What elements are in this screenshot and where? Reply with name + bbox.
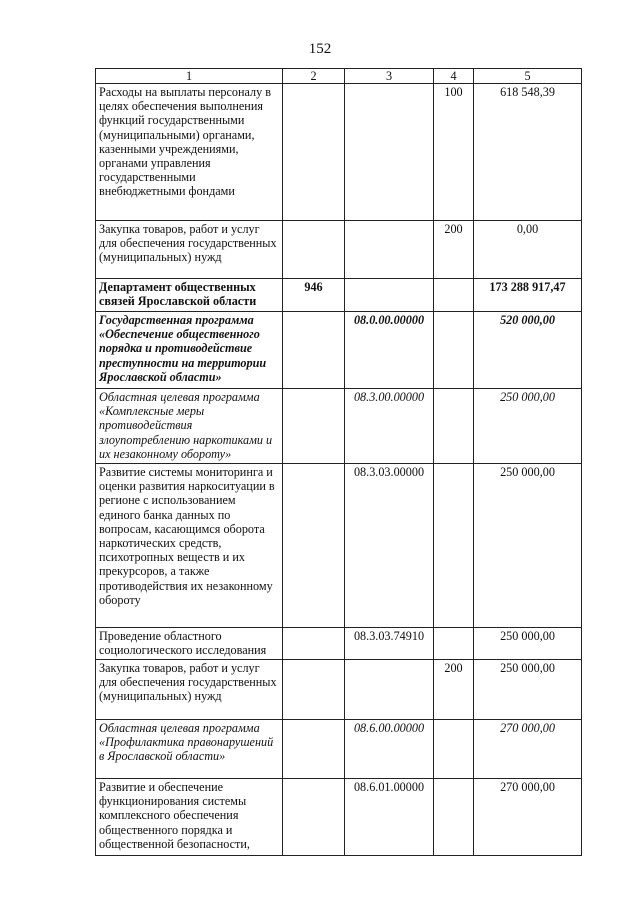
amount-cell: 250 000,00	[474, 660, 582, 720]
expense-type-cell: 200	[434, 221, 474, 279]
amount-cell: 520 000,00	[474, 312, 582, 389]
row-name-cell: Развитие системы мониторинга и оценки развития наркоситуации в регионе с использованием единого банка данных по вопросам, касающимся оборота наркотических средств, психотропных веществ и их прекурсоров, а также противодействия их незаконному обороту	[96, 464, 283, 628]
table-row	[96, 389, 582, 464]
program-code-cell: 08.6.00.00000	[345, 720, 434, 779]
row-name-cell: Областная целевая программа «Профилактика правонарушений в Ярославской области»	[96, 720, 283, 779]
expense-type-cell	[434, 464, 474, 628]
program-code-cell	[345, 660, 434, 720]
column-header: 4	[434, 69, 474, 84]
program-code-cell: 08.3.03.00000	[345, 464, 434, 628]
expense-type-cell	[434, 779, 474, 856]
row-name-cell: Закупка товаров, работ и услуг для обеспечения государственных (муниципальных) нужд	[96, 660, 283, 720]
amount-cell: 618 548,39	[474, 84, 582, 221]
budget-table	[95, 68, 582, 856]
table-row	[96, 720, 582, 779]
program-code-cell	[345, 84, 434, 221]
expense-type-cell	[434, 720, 474, 779]
dept-code-cell	[283, 221, 345, 279]
amount-cell: 250 000,00	[474, 628, 582, 660]
table-row	[96, 660, 582, 720]
table-row	[96, 628, 582, 660]
table-row	[96, 221, 582, 279]
dept-code-cell	[283, 628, 345, 660]
program-code-cell: 08.3.03.74910	[345, 628, 434, 660]
dept-code-cell	[283, 660, 345, 720]
expense-type-cell	[434, 312, 474, 389]
program-code-cell	[345, 221, 434, 279]
program-code-cell: 08.6.01.00000	[345, 779, 434, 856]
table-header-row	[96, 69, 582, 84]
row-name-cell: Областная целевая программа «Комплексные меры противодействия злоупотреблению наркотиками и их незаконному обороту»	[96, 389, 283, 464]
dept-code-cell	[283, 312, 345, 389]
dept-code-cell	[283, 84, 345, 221]
dept-code-cell: 946	[283, 279, 345, 312]
dept-code-cell	[283, 389, 345, 464]
amount-cell: 250 000,00	[474, 464, 582, 628]
expense-type-cell	[434, 389, 474, 464]
row-name-cell: Проведение областного социологического исследования	[96, 628, 283, 660]
dept-code-cell	[283, 779, 345, 856]
row-name-cell: Развитие и обеспечение функционирования системы комплексного обеспечения общественного порядка и общественной безопасности,	[96, 779, 283, 856]
page-number: 152	[308, 41, 332, 57]
program-code-cell: 08.0.00.00000	[345, 312, 434, 389]
row-name-cell: Закупка товаров, работ и услуг для обеспечения государственных (муниципальных) нужд	[96, 221, 283, 279]
program-code-cell	[345, 279, 434, 312]
column-header: 1	[96, 69, 283, 84]
row-name-cell: Расходы на выплаты персоналу в целях обеспечения выполнения функций государственными (муниципальными) органами, казенными учреждениями, органами управления государственными внебюджетными фондами	[96, 84, 283, 221]
column-header: 2	[283, 69, 345, 84]
amount-cell: 173 288 917,47	[474, 279, 582, 312]
table-row	[96, 312, 582, 389]
table-row	[96, 279, 582, 312]
dept-code-cell	[283, 464, 345, 628]
table-row	[96, 779, 582, 856]
row-name-cell: Департамент общественных связей Ярославской области	[96, 279, 283, 312]
column-header: 5	[474, 69, 582, 84]
amount-cell: 270 000,00	[474, 720, 582, 779]
column-header: 3	[345, 69, 434, 84]
expense-type-cell: 200	[434, 660, 474, 720]
amount-cell: 250 000,00	[474, 389, 582, 464]
amount-cell: 0,00	[474, 221, 582, 279]
program-code-cell: 08.3.00.00000	[345, 389, 434, 464]
expense-type-cell	[434, 628, 474, 660]
expense-type-cell: 100	[434, 84, 474, 221]
dept-code-cell	[283, 720, 345, 779]
amount-cell: 270 000,00	[474, 779, 582, 856]
table-row	[96, 464, 582, 628]
row-name-cell: Государственная программа «Обеспечение общественного порядка и противодействие преступности на территории Ярославской области»	[96, 312, 283, 389]
table-row	[96, 84, 582, 221]
table-body	[96, 84, 582, 856]
expense-type-cell	[434, 279, 474, 312]
